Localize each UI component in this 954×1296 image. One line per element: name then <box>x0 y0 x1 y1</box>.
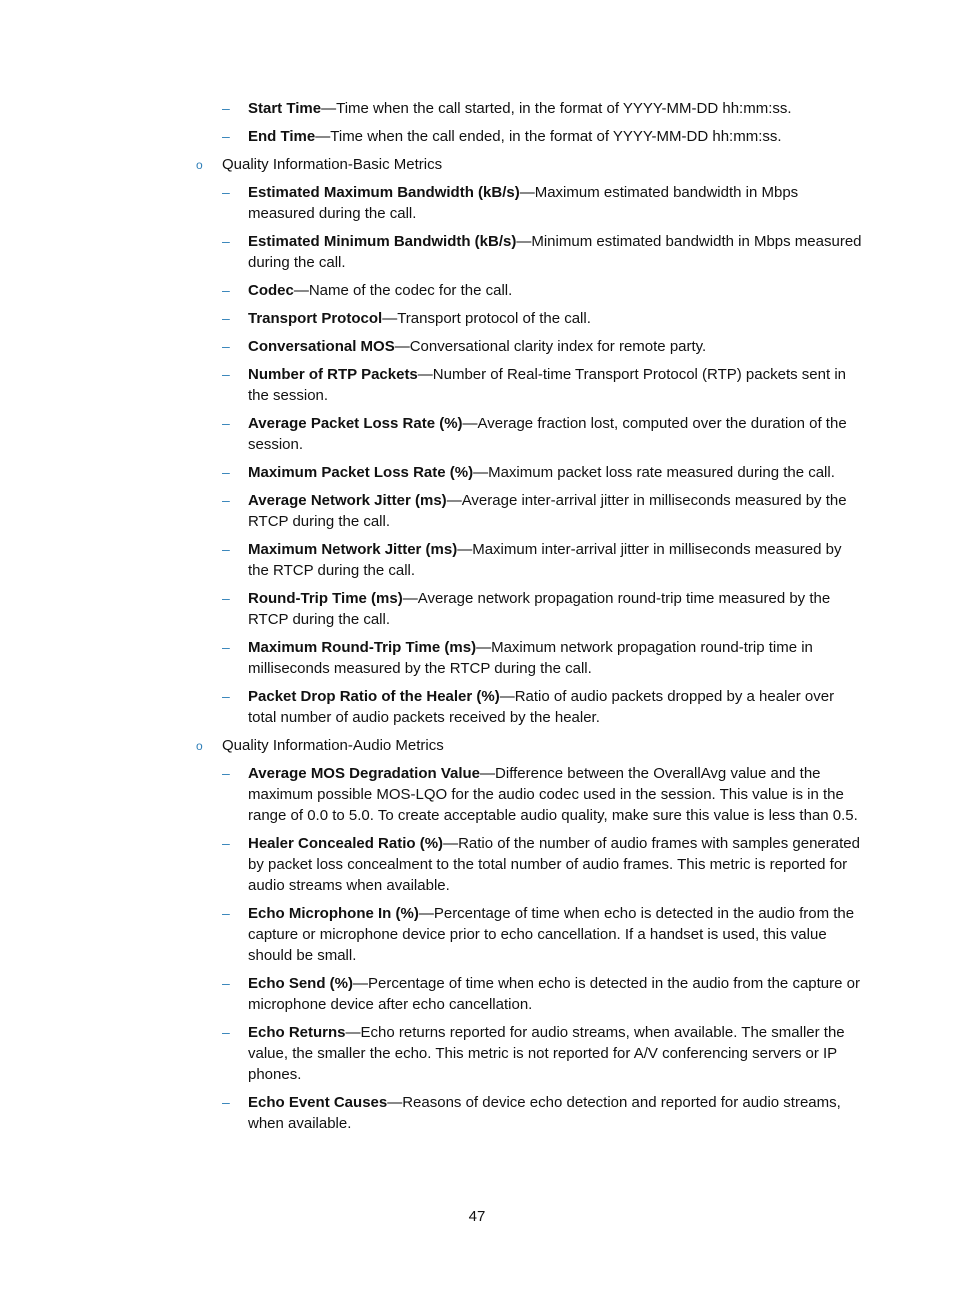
item-term: Transport Protocol <box>248 310 383 327</box>
item-description: —Time when the call started, in the format of YYYY-MM-DD hh:mm:ss. <box>321 100 792 117</box>
list-item <box>0 98 866 119</box>
item-term: Maximum Round-Trip Time (ms) <box>248 639 477 656</box>
dash-bullet: – <box>222 184 230 200</box>
item-term: Start Time <box>248 100 322 117</box>
top-items-list <box>0 98 954 147</box>
item-term: Echo Event Causes <box>248 1094 388 1111</box>
item-description: —Maximum estimated bandwidth in Mbps measured during the call. <box>248 184 799 222</box>
item-description: —Maximum network propagation round-trip time in milliseconds measured by the RTCP during the call. <box>248 639 813 677</box>
list-item <box>0 1022 866 1085</box>
basic-metrics-list <box>0 182 954 728</box>
section-heading-basic <box>0 154 862 175</box>
circle-bullet: o <box>196 739 203 753</box>
item-term: Conversational MOS <box>248 338 395 355</box>
list-item <box>0 462 866 483</box>
page-number: 47 <box>468 1208 486 1225</box>
list-item <box>0 1092 866 1134</box>
dash-bullet: – <box>222 492 230 508</box>
item-description: —Minimum estimated bandwidth in Mbps measured during the call. <box>248 233 862 271</box>
item-term: Number of RTP Packets <box>248 366 418 383</box>
list-item <box>0 637 866 679</box>
list-item <box>0 973 866 1015</box>
item-term: Codec <box>248 282 294 299</box>
section-title: Quality Information-Basic Metrics <box>222 156 443 173</box>
dash-bullet: – <box>222 639 230 655</box>
audio-metrics-list <box>0 763 954 1134</box>
section-title: Quality Information-Audio Metrics <box>222 737 444 754</box>
item-term: Maximum Network Jitter (ms) <box>248 541 458 558</box>
item-description: —Ratio of the number of audio frames with samples generated by packet loss concealment to the total number of audio frames. This metric is reported for audio streams when available. <box>248 835 860 894</box>
circle-bullet: o <box>196 158 203 172</box>
dash-bullet: – <box>222 765 230 781</box>
item-term: Echo Returns <box>248 1024 346 1041</box>
item-term: Average Packet Loss Rate (%) <box>248 415 463 432</box>
item-description: —Average inter-arrival jitter in milliseconds measured by the RTCP during the call. <box>248 492 847 530</box>
dash-bullet: – <box>222 415 230 431</box>
dash-bullet: – <box>222 282 230 298</box>
list-item <box>0 686 866 728</box>
list-item <box>0 490 866 532</box>
dash-bullet: – <box>222 366 230 382</box>
dash-bullet: – <box>222 541 230 557</box>
dash-bullet: – <box>222 688 230 704</box>
dash-bullet: – <box>222 835 230 851</box>
list-item <box>0 182 866 224</box>
list-item <box>0 763 866 826</box>
item-description: —Average fraction lost, computed over the duration of the session. <box>248 415 847 453</box>
section-heading-audio <box>0 735 862 756</box>
item-description: —Average network propagation round-trip time measured by the RTCP during the call. <box>248 590 831 628</box>
item-description: —Transport protocol of the call. <box>382 310 591 327</box>
item-term: Average Network Jitter (ms) <box>248 492 447 509</box>
item-description: —Maximum packet loss rate measured during the call. <box>473 464 835 481</box>
document-body <box>0 98 954 1141</box>
dash-bullet: – <box>222 310 230 326</box>
item-term: Echo Microphone In (%) <box>248 905 419 922</box>
list-item <box>0 336 866 357</box>
dash-bullet: – <box>222 975 230 991</box>
item-term: Echo Send (%) <box>248 975 354 992</box>
item-description: —Maximum inter-arrival jitter in milliseconds measured by the RTCP during the call. <box>248 541 842 579</box>
item-description: —Number of Real-time Transport Protocol (RTP) packets sent in the session. <box>248 366 846 404</box>
list-item <box>0 126 866 147</box>
item-description: —Reasons of device echo detection and reported for audio streams, when available. <box>248 1094 841 1132</box>
item-description: —Conversational clarity index for remote party. <box>394 338 707 355</box>
dash-bullet: – <box>222 128 230 144</box>
list-item <box>0 308 866 329</box>
dash-bullet: – <box>222 905 230 921</box>
item-term: Estimated Maximum Bandwidth (kB/s) <box>248 184 520 201</box>
item-description: —Difference between the OverallAvg value and the maximum possible MOS-LQO for the audio codec used in the session. This value is in the range of 0.0 to 5.0. To create acceptable audio quality, make sure this value is less than 0.5. <box>248 765 858 824</box>
item-description: —Ratio of audio packets dropped by a healer over total number of audio packets received by the healer. <box>248 688 835 726</box>
list-item <box>0 833 866 896</box>
item-term: Round-Trip Time (ms) <box>248 590 403 607</box>
list-item <box>0 539 866 581</box>
list-item <box>0 364 866 406</box>
list-item <box>0 588 866 630</box>
list-item <box>0 280 866 301</box>
dash-bullet: – <box>222 464 230 480</box>
dash-bullet: – <box>222 590 230 606</box>
list-item <box>0 413 866 455</box>
item-description: —Percentage of time when echo is detected in the audio from the capture or microphone device prior to echo cancellation. If a handset is used, this value should be small. <box>248 905 855 964</box>
item-description: —Echo returns reported for audio streams, when available. The smaller the value, the smaller the echo. This metric is not reported for A/V conferencing servers or IP phones. <box>248 1024 845 1083</box>
list-item <box>0 231 866 273</box>
item-description: —Time when the call ended, in the format of YYYY-MM-DD hh:mm:ss. <box>315 128 782 145</box>
item-description: —Percentage of time when echo is detected in the audio from the capture or microphone device after echo cancellation. <box>248 975 860 1013</box>
item-term: Estimated Minimum Bandwidth (kB/s) <box>248 233 517 250</box>
dash-bullet: – <box>222 1094 230 1110</box>
item-term: Average MOS Degradation Value <box>248 765 481 782</box>
item-term: End Time <box>248 128 316 145</box>
dash-bullet: – <box>222 100 230 116</box>
list-item <box>0 903 866 966</box>
dash-bullet: – <box>222 233 230 249</box>
item-description: —Name of the codec for the call. <box>293 282 513 299</box>
item-term: Maximum Packet Loss Rate (%) <box>248 464 474 481</box>
dash-bullet: – <box>222 338 230 354</box>
item-term: Healer Concealed Ratio (%) <box>248 835 444 852</box>
item-term: Packet Drop Ratio of the Healer (%) <box>248 688 500 705</box>
dash-bullet: – <box>222 1024 230 1040</box>
